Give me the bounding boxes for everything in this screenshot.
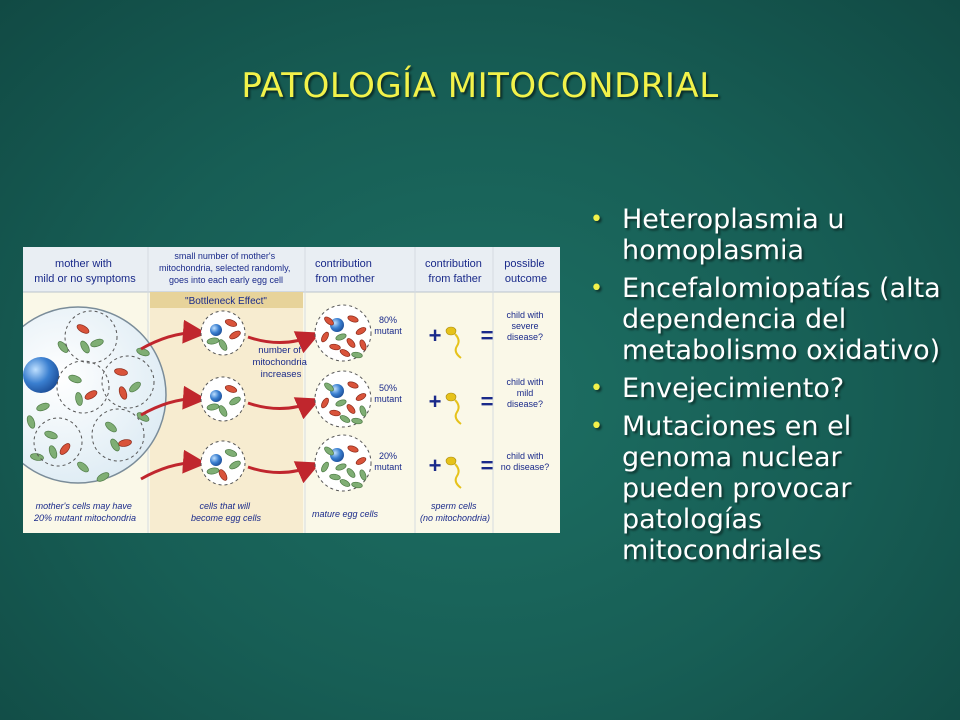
note-increase — [252, 345, 309, 380]
inheritance-rows — [141, 305, 493, 491]
svg-text:80%mutant — [374, 315, 402, 336]
mutant-label: mutant — [374, 462, 402, 472]
sperm-icon — [446, 327, 456, 335]
bullet-text: Mutaciones en el genoma nuclear pueden provocar patologías mitocondriales — [622, 411, 852, 566]
bullet-item — [588, 411, 948, 566]
header-selection — [159, 251, 293, 285]
header-mother-line: mild or no symptoms — [34, 273, 136, 285]
bullet-dot-icon: • — [590, 207, 603, 232]
bullet-item — [588, 204, 948, 266]
header-line: from father — [428, 273, 482, 285]
mitochondrial-inheritance-diagram — [23, 247, 560, 533]
equals-symbol: = — [480, 453, 494, 478]
row-1-labels — [374, 310, 543, 342]
mutant-pct: 50% — [378, 383, 398, 393]
nucleus-icon — [210, 454, 222, 466]
bottleneck-label: "Bottleneck Effect" — [185, 296, 267, 307]
sperm-icon — [446, 393, 456, 401]
footer-sperm — [420, 501, 490, 523]
footer-mother — [33, 501, 136, 523]
plus-symbol: + — [428, 389, 442, 414]
svg-text:child withmilddisease? — [506, 377, 543, 409]
note-line: mitochondria — [252, 357, 307, 368]
equals-symbol: = — [480, 389, 494, 414]
header-selection-line: goes into each early egg cell — [168, 275, 284, 285]
sperm-tail-icon — [455, 464, 461, 488]
bullet-dot-icon: • — [590, 414, 603, 439]
outcome-line: disease? — [506, 332, 544, 342]
plus-symbol: + — [428, 323, 442, 348]
header-line: contribution — [425, 258, 482, 270]
footer-line: (no mitochondria) — [419, 513, 491, 523]
bullet-text: Envejecimiento? — [622, 373, 845, 404]
mother-cell — [23, 307, 166, 483]
nucleus-icon — [23, 357, 59, 393]
nucleus-icon — [210, 390, 222, 402]
footer-line: sperm cells — [430, 501, 477, 511]
sperm-tail-icon — [455, 334, 461, 358]
bullet-text: Heteroplasmia u homoplasmia — [622, 204, 845, 266]
header-line: possible — [504, 258, 545, 270]
svg-text:child withno disease? — [501, 451, 550, 472]
bullet-dot-icon: • — [590, 276, 603, 301]
header-line: from mother — [315, 273, 375, 285]
header-line: contribution — [315, 258, 372, 270]
svg-text:child withseveredisease? — [506, 310, 543, 342]
nucleus-icon — [210, 324, 222, 336]
header-selection-line: small number of mother's — [174, 251, 276, 261]
sperm-icon — [446, 457, 456, 465]
outcome-line: disease? — [506, 399, 544, 409]
mutant-pct: 80% — [378, 315, 398, 325]
outcome-line: child with — [506, 451, 544, 461]
footer-line: cells that will — [199, 501, 250, 511]
footer-line: 20% mutant mitochondria — [33, 513, 137, 523]
mutant-label: mutant — [374, 394, 402, 404]
footer-line: become egg cells — [190, 513, 262, 523]
outcome-line: child with — [506, 377, 544, 387]
header-selection-line: mitochondria, selected randomly, — [159, 263, 291, 273]
sperm-tail-icon — [455, 400, 461, 424]
svg-text:50%mutant — [374, 383, 402, 404]
footer-mature: mature egg cells — [311, 509, 379, 519]
plus-symbol: + — [428, 453, 442, 478]
outcome-line: mild — [516, 388, 534, 398]
outcome-line: child with — [506, 310, 544, 320]
svg-text:20%mutant — [374, 451, 402, 472]
outcome-line: severe — [511, 321, 539, 331]
note-line: increases — [260, 369, 302, 380]
equals-symbol: = — [480, 323, 494, 348]
header-line: outcome — [504, 273, 548, 285]
bullet-dot-icon: • — [590, 376, 603, 401]
outcome-line: no disease? — [500, 462, 550, 472]
bullet-text: Encefalomiopatías (alta dependencia del metabolismo oxidativo) — [622, 273, 941, 366]
bullet-list — [588, 204, 948, 573]
note-line: number of — [258, 345, 302, 356]
row-3-labels — [374, 451, 549, 472]
footer-line: mother's cells may have — [35, 501, 132, 511]
bullet-item — [588, 373, 948, 404]
mutant-label: mutant — [374, 326, 402, 336]
slide-title: PATOLOGÍA MITOCONDRIAL — [241, 66, 719, 106]
header-mother-line: mother with — [55, 258, 112, 270]
bullet-item — [588, 273, 948, 366]
mutant-pct: 20% — [378, 451, 398, 461]
